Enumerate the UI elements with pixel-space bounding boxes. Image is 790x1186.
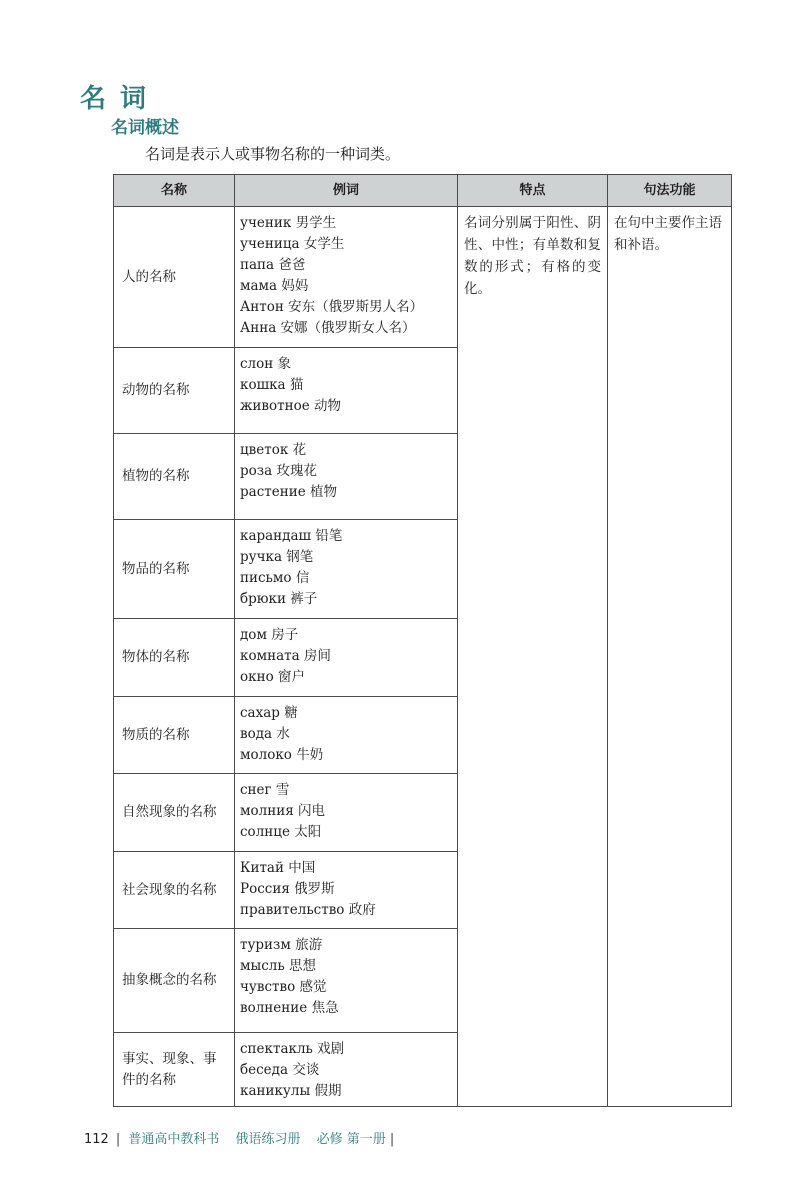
category-cell: 事实、现象、事件的名称 <box>114 1033 235 1107</box>
example-word: чувство 感觉 <box>240 979 327 995</box>
features-cell: 名词分别属于阳性、阴性、中性；有单数和复数的形式；有格的变化。 <box>458 207 608 1107</box>
book-volume: 必修 第一册 <box>316 1132 386 1147</box>
examples-cell <box>235 434 458 520</box>
example-word: спектакль 戏剧 <box>240 1041 345 1057</box>
chapter-title: 名词 <box>80 84 161 114</box>
book-title: 俄语练习册 <box>235 1132 301 1147</box>
example-word: Китай 中国 <box>240 860 316 876</box>
example-word: брюки 裤子 <box>240 591 318 607</box>
example-word: правительство 政府 <box>240 902 376 918</box>
example-word: письмо 信 <box>240 570 310 586</box>
table-body <box>114 207 732 1107</box>
example-word: вода 水 <box>240 726 290 742</box>
example-word: Антон 安东（俄罗斯男人名） <box>240 299 424 315</box>
example-word: мама 妈妈 <box>240 278 309 294</box>
example-word: молния 闪电 <box>240 803 326 819</box>
examples-cell <box>235 348 458 434</box>
examples-cell <box>235 929 458 1033</box>
category-cell: 物品的名称 <box>114 520 235 619</box>
footer-separator: | <box>115 1132 121 1147</box>
category-cell: 抽象概念的名称 <box>114 929 235 1033</box>
table-row <box>114 207 732 348</box>
example-word: беседа 交谈 <box>240 1062 320 1078</box>
example-word: волнение 焦急 <box>240 1000 339 1016</box>
example-word: животное 动物 <box>240 398 342 414</box>
example-word: растение 植物 <box>240 484 337 500</box>
page-footer <box>84 1128 398 1147</box>
example-word: карандаш 铅笔 <box>240 528 343 544</box>
example-word: солнце 太阳 <box>240 824 322 840</box>
examples-cell <box>235 1033 458 1107</box>
examples-cell <box>235 852 458 929</box>
examples-cell <box>235 520 458 619</box>
syntax-function-cell: 在句中主要作主语和补语。 <box>608 207 732 1107</box>
example-word: папа 爸爸 <box>240 257 306 273</box>
header-syntax-function: 句法功能 <box>608 175 732 207</box>
example-word: слон 象 <box>240 356 292 372</box>
category-cell: 植物的名称 <box>114 434 235 520</box>
noun-categories-table <box>113 174 732 1107</box>
example-word: окно 窗户 <box>240 669 305 685</box>
book-series: 普通高中教科书 <box>128 1132 220 1147</box>
example-word: каникулы 假期 <box>240 1083 342 1099</box>
example-word: сахар 糖 <box>240 705 298 721</box>
page-number: 112 <box>84 1132 109 1147</box>
example-word: дом 房子 <box>240 627 299 643</box>
category-cell: 动物的名称 <box>114 348 235 434</box>
category-cell: 物体的名称 <box>114 619 235 697</box>
example-word: кошка 猫 <box>240 377 304 393</box>
table-header-row <box>114 175 732 207</box>
footer-separator-end: | <box>389 1132 395 1147</box>
example-word: роза 玫瑰花 <box>240 463 317 479</box>
example-word: Анна 安娜（俄罗斯女人名） <box>240 320 416 336</box>
category-cell: 人的名称 <box>114 207 235 348</box>
example-word: Россия 俄罗斯 <box>240 881 335 897</box>
example-word: ученик 男学生 <box>240 215 337 231</box>
category-cell: 社会现象的名称 <box>114 852 235 929</box>
example-word: комната 房间 <box>240 648 331 664</box>
example-word: цветок 花 <box>240 442 307 458</box>
examples-cell <box>235 697 458 774</box>
category-cell: 自然现象的名称 <box>114 774 235 852</box>
section-title: 名词概述 <box>111 118 179 138</box>
examples-cell <box>235 774 458 852</box>
header-features: 特点 <box>458 175 608 207</box>
examples-cell <box>235 619 458 697</box>
header-examples: 例词 <box>235 175 458 207</box>
example-word: туризм 旅游 <box>240 937 323 953</box>
examples-cell <box>235 207 458 348</box>
header-name: 名称 <box>114 175 235 207</box>
example-word: молоко 牛奶 <box>240 747 324 763</box>
category-cell: 物质的名称 <box>114 697 235 774</box>
example-word: мысль 思想 <box>240 958 317 974</box>
example-word: ручка 钢笔 <box>240 549 314 565</box>
example-word: ученица 女学生 <box>240 236 345 252</box>
example-word: снег 雪 <box>240 782 290 798</box>
intro-text: 名词是表示人或事物名称的一种词类。 <box>145 145 401 163</box>
